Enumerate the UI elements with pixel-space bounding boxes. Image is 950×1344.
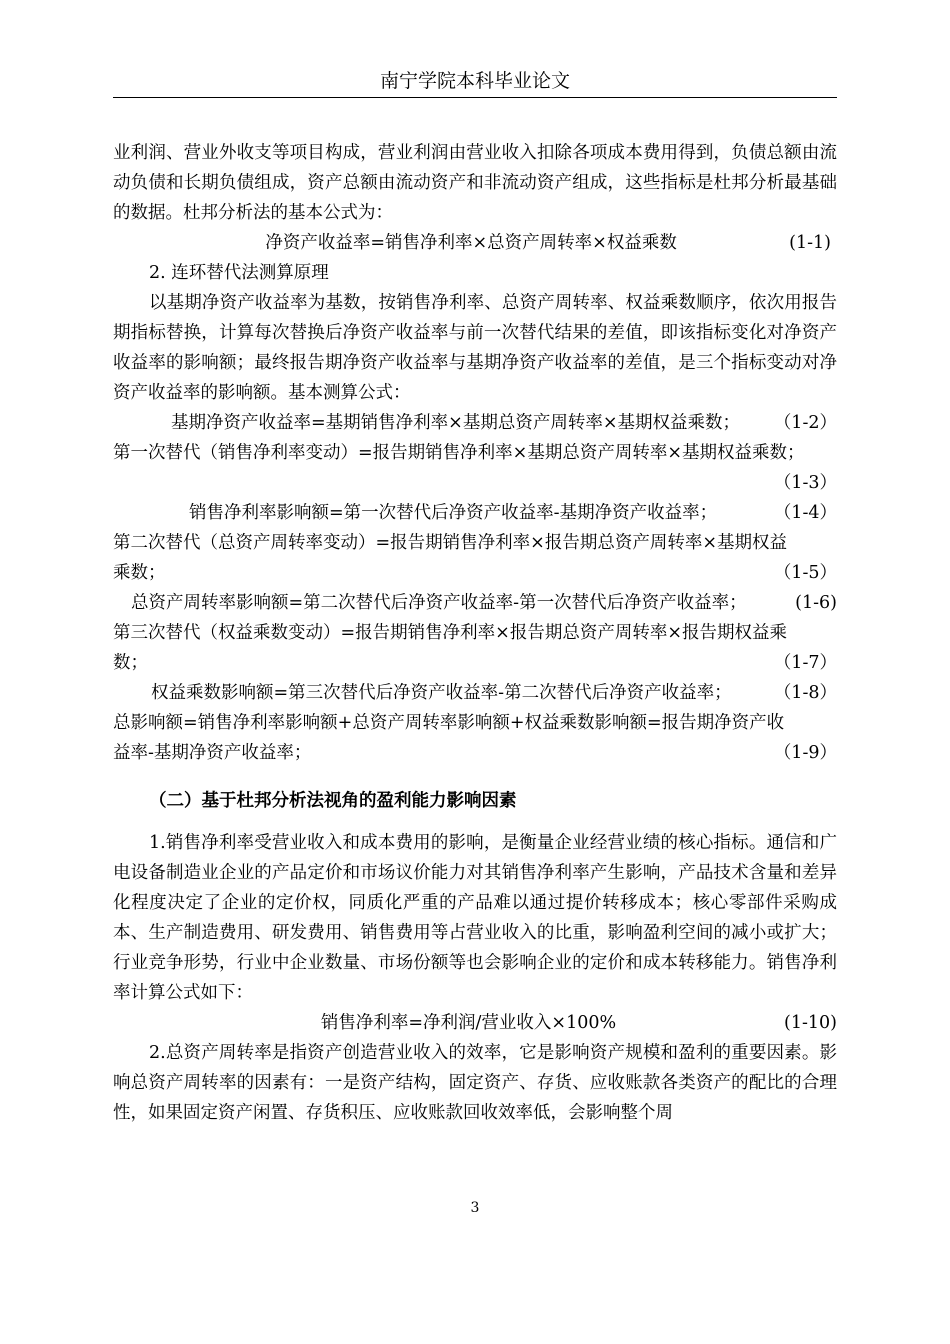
formula-1-1 [113, 228, 837, 258]
formula-1-5 [113, 528, 837, 558]
formula-text: 基期净资产收益率=基期销售净利率×基期总资产周转率×基期权益乘数； [171, 413, 740, 433]
formula-text: 净资产收益率=销售净利率×总资产周转率×权益乘数 [265, 233, 677, 253]
page-header: 南宁学院本科毕业论文 [379, 70, 570, 92]
formula-text: 第二次替代（总资产周转率变动）=报告期销售净利率×报告期总资产周转率×基期权益 [113, 533, 787, 553]
formula-text: 权益乘数影响额=第三次替代后净资产收益率-第二次替代后净资产收益率； [151, 683, 732, 703]
formula-number: （1-5） [773, 563, 837, 583]
formula-text: 销售净利率影响额=第一次替代后净资产收益率-基期净资产收益率； [189, 503, 718, 523]
formula-text: 总资产周转率影响额=第二次替代后净资产收益率-第一次替代后净资产收益率； [131, 593, 747, 613]
formula-1-10 [113, 1008, 837, 1038]
formula-number: (1-1) [789, 233, 831, 253]
formula-1-7-cont [113, 648, 837, 678]
formula-1-8 [113, 678, 837, 708]
formula-text: 第三次替代（权益乘数变动）=报告期销售净利率×报告期总资产周转率×报告期权益乘 [113, 623, 787, 643]
formula-text: 销售净利率=净利润/营业收入×100% [320, 1013, 617, 1033]
formula-number: （1-9） [773, 743, 837, 763]
formula-text: 第一次替代（销售净利率变动）=报告期销售净利率×基期总资产周转率×基期权益乘数； [113, 443, 805, 463]
formula-number: （1-8） [773, 683, 837, 703]
formula-1-9 [113, 708, 837, 738]
formula-number: （1-2） [773, 413, 837, 433]
formula-1-6 [113, 588, 837, 618]
subheading-substitution: 2. 连环替代法测算原理 [149, 263, 329, 283]
formula-text: 总影响额=销售净利率影响额+总资产周转率影响额+权益乘数影响额=报告期净资产收 [113, 713, 785, 733]
formula-number-1-3: （1-3） [773, 473, 837, 493]
formula-1-7 [113, 618, 837, 648]
section-heading: （二）基于杜邦分析法视角的盈利能力影响因素 [149, 791, 517, 811]
formula-1-3 [113, 438, 837, 468]
formula-1-9-cont [113, 738, 837, 768]
paragraph-asset-turnover: 2.总资产周转率是指资产创造营业收入的效率，它是影响资产规模和盈利的重要因素。影响总资产周转率的因素有：一是资产结构，固定资产、存货、应收账款各类资产的配比的合理性，如果固定资产闲置、存货积压、应收账款回收效率低，会影响整个周 [113, 1043, 837, 1123]
formula-text-cont: 益率-基期净资产收益率； [113, 743, 312, 763]
formula-number: (1-10) [784, 1013, 837, 1033]
formula-number: （1-7） [773, 653, 837, 673]
formula-number: （1-4） [773, 503, 837, 523]
formula-1-4 [113, 498, 837, 528]
paragraph-substitution-method: 以基期净资产收益率为基数，按销售净利率、总资产周转率、权益乘数顺序，依次用报告期指标替换，计算每次替换后净资产收益率与前一次替代结果的差值，即该指标变化对净资产收益率的影响额；最终报告期净资产收益率与基期净资产收益率的差值，是三个指标变动对净资产收益率的影响额。基本测算公式： [113, 293, 837, 403]
formula-text-cont: 乘数； [113, 563, 166, 583]
formula-1-2 [113, 408, 837, 438]
page-body [113, 138, 837, 1128]
formula-text-cont: 数； [113, 653, 148, 673]
page-number: 3 [470, 1200, 480, 1216]
formula-1-5-cont [113, 558, 837, 588]
header-divider [113, 97, 837, 98]
formula-number: (1-6) [795, 593, 837, 613]
paragraph-dupont-data: 业利润、营业外收支等项目构成，营业利润由营业收入扣除各项成本费用得到，负债总额由流动负债和长期负债组成，资产总额由流动资产和非流动资产组成，这些指标是杜邦分析最基础的数据。杜邦分析法的基本公式为： [113, 143, 837, 223]
paragraph-net-profit-margin: 1.销售净利率受营业收入和成本费用的影响，是衡量企业经营业绩的核心指标。通信和广电设备制造业企业的产品定价和市场议价能力对其销售净利率产生影响，产品技术含量和差异化程度决定了企业的定价权，同质化严重的产品难以通过提价转移成本；核心零部件采购成本、生产制造费用、研发费用、销售费用等占营业收入的比重，影响盈利空间的减小或扩大；行业竞争形势，行业中企业数量、市场份额等也会影响企业的定价和成本转移能力。销售净利率计算公式如下： [113, 833, 837, 1003]
